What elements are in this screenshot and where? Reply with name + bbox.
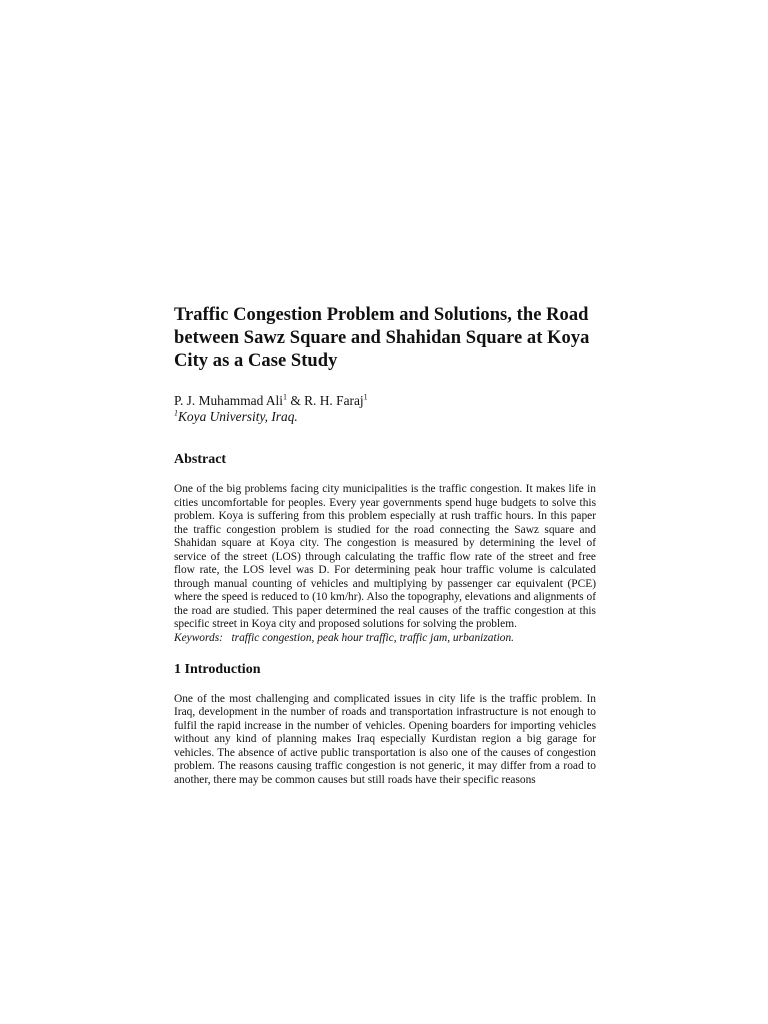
author-2: R. H. Faraj [304,393,364,408]
introduction-heading: 1 Introduction [174,661,261,677]
introduction-text: One of the most challenging and complicated issues in city life is the traffic problem. In Iraq, development in the number of roads and transportation infrastructure is not enough to fulfil the rapid increase in the number of vehicles. Opening boarders for importing vehicles without any kind of planning makes Iraq especially Kurdistan region a big garage for vehicles. The absence of active public transportation is also one of the causes of congestion problem. The reasons causing traffic congestion is not generic, it may differ from a road to another, there may be common causes but still roads have their specific reasons [174,692,596,786]
author-1: P. J. Muhammad Ali [174,393,283,408]
author-2-affiliation-marker: 1 [363,392,368,402]
author-1-affiliation-marker: 1 [283,392,287,402]
author-separator: & [287,393,305,408]
affiliation-marker: 1 [174,408,178,418]
affiliation [174,409,596,425]
abstract-text: One of the big problems facing city municipalities is the traffic congestion. It makes life in cities uncomfortable for peoples. Every year governments spend huge budgets to solve this problem. Koya is suffering from this problem especially at rush traffic hours. In this paper the traffic congestion problem is studied for the road connecting the Sawz square and Shahidan square at Koya city. The congestion is measured by determining the level of service of the street (LOS) through calculating the traffic flow rate of the street and free flow rate, the LOS level was D. For determining peak hour traffic volume is calculated through manual counting of vehicles and multiplying by passenger car equivalent (PCE) where the speed is reduced to (10 km/hr). Also the topography, elevations and alignments of the road are studied. This paper determined the real causes of the traffic congestion at this specific street in Koya city and proposed solutions for solving the problem. [174,483,596,631]
keywords-line: Keywords: traffic congestion, peak hour traffic, traffic jam, urbanization. [174,632,515,645]
abstract-heading: Abstract [174,452,227,467]
paper-title: Traffic Congestion Problem and Solutions, the Road between Sawz Square and Shahidan Square at Koya City as a Case Study [174,305,590,371]
affiliation-text: Koya University, Iraq. [178,409,298,424]
paper-page [174,304,596,787]
author-line [174,393,596,409]
